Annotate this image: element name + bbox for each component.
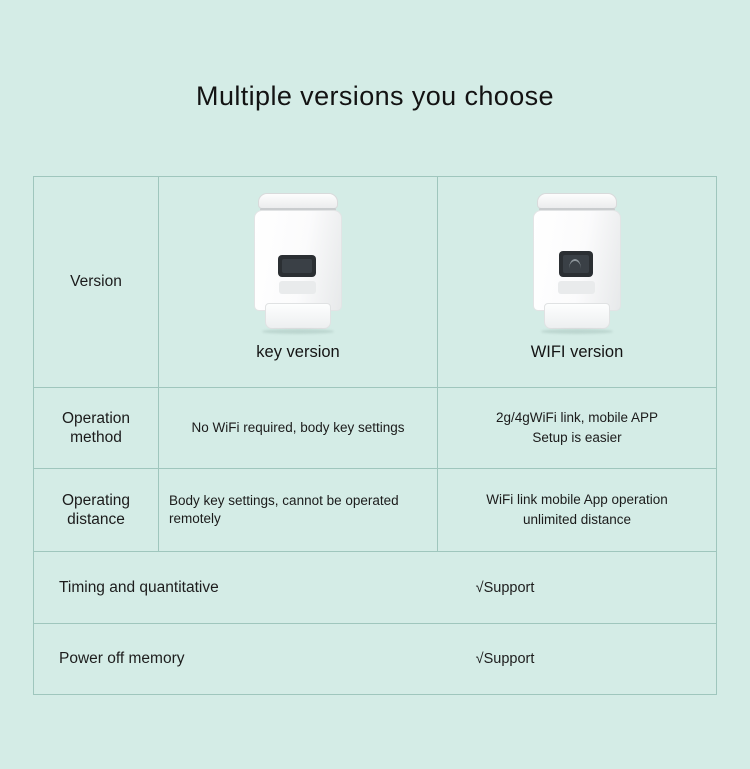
row-label-operation-method [34,388,159,468]
table-row-operation-method [34,388,716,469]
wifi-operation-line2: Setup is easier [532,430,622,445]
cell-power-off-support: √Support [475,651,535,667]
wifi-operation-line1: 2g/4gWiFi link, mobile APP [495,410,659,426]
table-row-operating-distance [34,469,716,552]
row-label-version: Version [34,177,159,387]
distance-label-line1: Operating [61,491,131,509]
comparison-table [33,176,717,695]
wifi-distance-line2: unlimited distance [522,512,632,527]
row-label-timing-quantitative: Timing and quantitative [59,578,219,596]
page-title: Multiple versions you choose [196,81,554,111]
wifi-version-caption: WIFI version [530,343,624,361]
cell-wifi-operating-distance [438,469,716,551]
table-row-power-off-memory [34,624,716,694]
pet-feeder-wifi-icon [531,187,623,335]
cell-key-operating-distance: Body key settings, cannot be operated remotely [159,469,438,551]
table-row-version [34,177,716,388]
cell-wifi-operation-method [438,388,716,468]
distance-label-line2: distance [67,511,125,528]
row-label-power-off-memory: Power off memory [59,650,185,667]
operation-label-line2: method [70,429,122,446]
cell-wifi-version-product [438,177,716,387]
operation-label-line1: Operation [61,409,131,427]
pet-feeder-icon [252,187,344,335]
cell-timing-support: √Support [475,579,535,596]
wifi-distance-line1: WiFi link mobile App operation [486,492,668,508]
cell-key-operation-method: No WiFi required, body key settings [159,388,438,468]
cell-key-version-product [159,177,438,387]
key-version-caption: key version [256,343,340,361]
table-row-timing-quantitative [34,552,716,624]
row-label-operating-distance [34,469,159,551]
